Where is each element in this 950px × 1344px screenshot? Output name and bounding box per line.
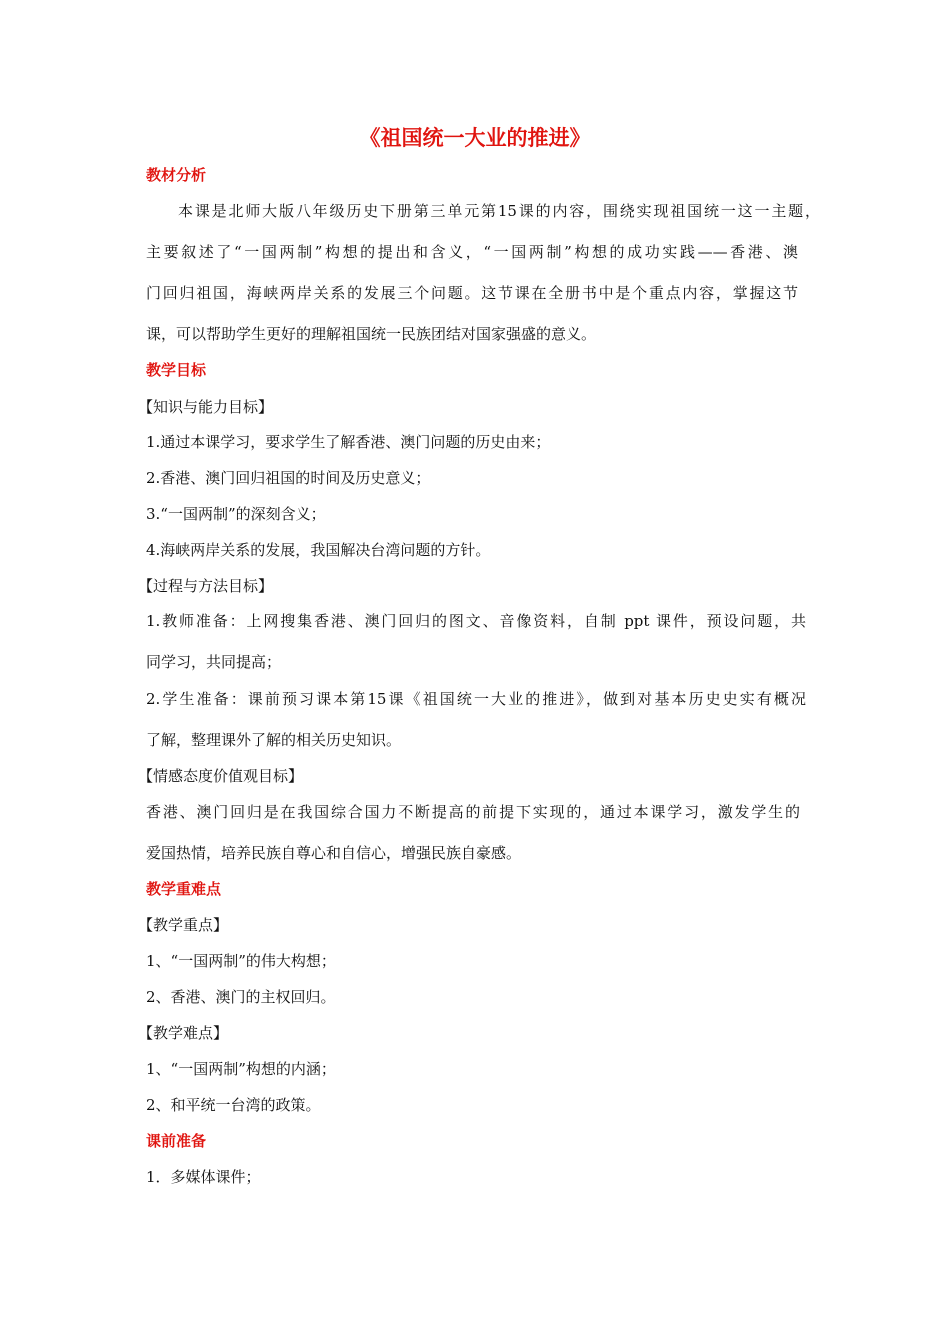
prep-item: 1．多媒体课件； <box>146 1168 261 1186</box>
process-item: 同学习，共同提高； <box>146 653 282 671</box>
knowledge-item: 3.“一国两制”的深刻含义； <box>146 505 326 523</box>
heading-analysis: 教材分析 <box>146 166 207 184</box>
difficulty-item: 1、“一国两制”构想的内涵； <box>146 1060 336 1078</box>
process-item: 了解，整理课外了解的相关历史知识。 <box>146 731 402 749</box>
knowledge-item: 1.通过本课学习，要求学生了解香港、澳门问题的历史由来； <box>146 433 551 451</box>
analysis-line: 课，可以帮助学生更好的理解祖国统一民族团结对国家强盛的意义。 <box>146 325 597 343</box>
emotion-item: 爱国热情，培养民族自尊心和自信心，增强民族自豪感。 <box>146 844 522 862</box>
heading-goals: 教学目标 <box>146 361 207 379</box>
document-title: 《祖国统一大业的推进》 <box>359 126 591 150</box>
process-item: 1.教师准备：上网搜集香港、澳门回归的图文、音像资料，自制 ppt 课件，预设问题，共 <box>146 612 806 630</box>
subheading-focus: 【教学重点】 <box>138 916 229 934</box>
analysis-line: 主要叙述了“一国两制”构想的提出和含义，“一国两制”构想的成功实践——香港、澳 <box>146 243 798 261</box>
focus-item: 2、香港、澳门的主权回归。 <box>146 988 336 1006</box>
subheading-process: 【过程与方法目标】 <box>138 577 274 595</box>
difficulty-item: 2、和平统一台湾的政策。 <box>146 1096 321 1114</box>
heading-prep: 课前准备 <box>146 1132 207 1150</box>
subheading-difficulty: 【教学难点】 <box>138 1024 229 1042</box>
process-item: 2.学生准备：课前预习课本第15课《祖国统一大业的推进》，做到对基本历史史实有概况 <box>146 690 806 708</box>
knowledge-item: 4.海峡两岸关系的发展，我国解决台湾问题的方针。 <box>146 541 491 559</box>
subheading-knowledge: 【知识与能力目标】 <box>138 398 274 416</box>
emotion-item: 香港、澳门回归是在我国综合国力不断提高的前提下实现的，通过本课学习，激发学生的 <box>146 803 800 821</box>
subheading-emotion: 【情感态度价值观目标】 <box>138 767 304 785</box>
analysis-line: 本课是北师大版八年级历史下册第三单元第15课的内容，围绕实现祖国统一这一主题， <box>178 202 820 220</box>
heading-keypoints: 教学重难点 <box>146 880 222 898</box>
analysis-line: 门回归祖国，海峡两岸关系的发展三个问题。这节课在全册书中是个重点内容，掌握这节 <box>146 284 798 302</box>
focus-item: 1、“一国两制”的伟大构想； <box>146 952 336 970</box>
knowledge-item: 2.香港、澳门回归祖国的时间及历史意义； <box>146 469 431 487</box>
